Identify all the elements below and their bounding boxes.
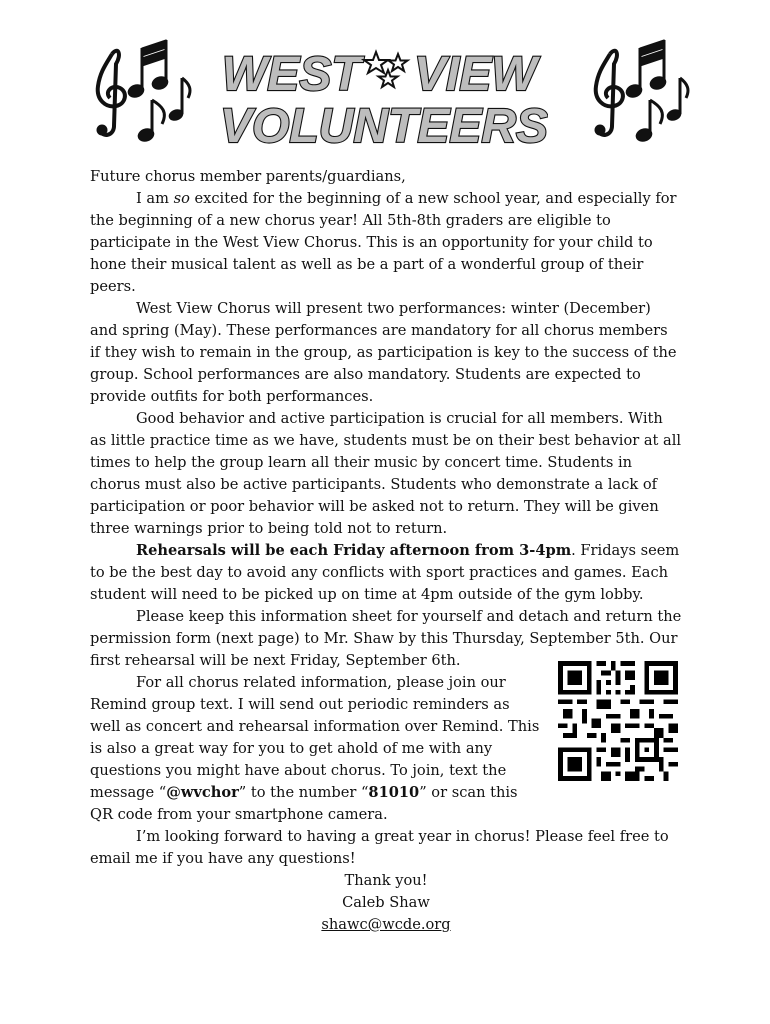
logo-word-view: VIEW [414, 48, 537, 101]
paragraph-remind [90, 672, 542, 826]
signer-name: Caleb Shaw [342, 894, 430, 911]
paragraph-rehearsals-rest: . Fridays seem to be the best day to avoid any conflicts with sport practices and games. Each student will need to be picked up on time at 4pm outside of the gym lobby. [90, 542, 680, 603]
west-view-volunteers-logo [218, 42, 548, 152]
header [0, 30, 770, 150]
paragraph-remind-mid: ” to the number “ [238, 784, 369, 801]
signature-block [90, 870, 682, 936]
rehearsal-schedule: Rehearsals will be each Friday afternoon from 3-4pm [136, 542, 572, 559]
remind-code: @wvchor [166, 784, 239, 801]
emphasis-so: so [173, 190, 190, 207]
salutation: Future chorus member parents/guardians, [90, 168, 406, 185]
treble-clef-notes-icon [582, 34, 690, 150]
logo-word-volunteers: VOLUNTEERS [220, 100, 548, 152]
qr-code-icon[interactable] [558, 659, 678, 783]
logo-word-west: WEST [222, 48, 361, 101]
paragraph-remind-end: ” or scan this QR code from your smartphone camera. [90, 784, 518, 823]
remind-number: 81010 [368, 784, 420, 801]
paragraph-remind-start: For all chorus related information, please join our Remind group text. I will send out periodic reminders as well as concert and rehearsal information over Remind. This is also a great way for you to get ahold of me with any questions you might have about chorus. To join, text the message “ [90, 674, 540, 801]
treble-clef-notes-icon [84, 34, 192, 150]
paragraph-performances: West View Chorus will present two performances: winter (December) and spring (May). These performances are mandatory for all chorus members if they wish to remain in the group, as participation is key to the success of the group. School performances are also mandatory. Students are expected to provide outfits for both performances. [90, 300, 677, 405]
closing-thanks: Thank you! [344, 872, 428, 889]
paragraph-permission-form: Please keep this information sheet for yourself and detach and return the permission form (next page) to Mr. Shaw by this Thursday, September 5th. Our first rehearsal will be next Friday, September 6th. [90, 608, 682, 669]
paragraph-intro-rest: excited for the beginning of a new school year, and especially for the beginning of a new chorus year! All 5th-8th graders are eligible to participate in the West View Chorus. This is an opportunity for your child to hone their musical talent as well as be a part of a wonderful group of their peers. [90, 190, 677, 295]
paragraph-behavior: Good behavior and active participation is crucial for all members. With as little practice time as we have, students must be on their best behavior at all times to help the group learn all their music by concert time. Students in chorus must also be active participants. Students who demonstrate a lack of participation or poor behavior will be asked not to return. They will be given three warnings prior to being told not to return. [90, 410, 682, 537]
paragraph-intro-start: I am [136, 190, 174, 207]
paragraph-intro [90, 188, 682, 298]
letter-body [90, 166, 682, 936]
paragraph-closing-note: I’m looking forward to having a great year in chorus! Please feel free to email me if you have any questions! [90, 828, 669, 867]
stars-icon [364, 52, 408, 87]
paragraph-rehearsals [90, 540, 682, 606]
email-link[interactable]: shawc@wcde.org [321, 916, 451, 933]
